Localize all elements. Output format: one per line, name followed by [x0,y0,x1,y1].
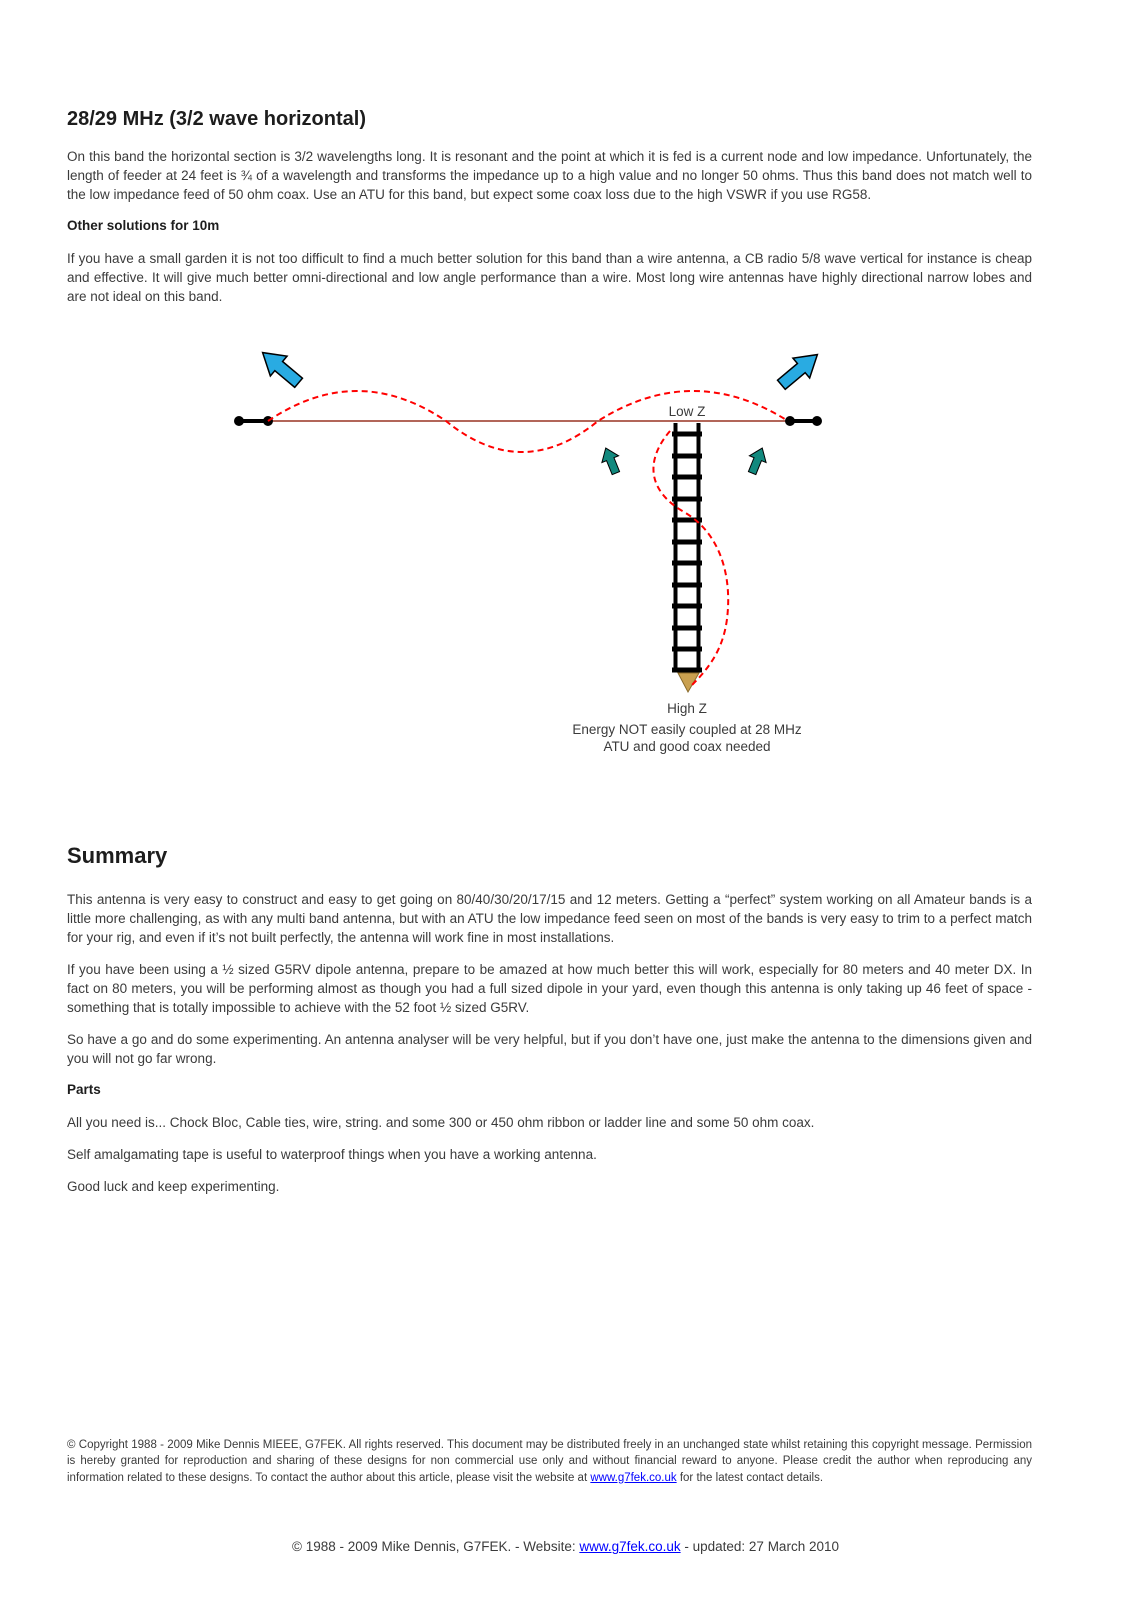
para-summary-2: If you have been using a ½ sized G5RV dipole antenna, prepare to be amazed at how much better this will work, especially for 80 meters and 40 meter DX. In fact on 80 meters, you will be performing almost as though you had a full sized dipole in your yard, even though this antenna is only taking up 46 feet of space - something that is totally impossible to achieve with the 52 foot ½ sized G5RV. [67,962,1032,1015]
ladder-line-feeder [672,423,702,672]
diagram-caption-line1: Energy NOT easily coupled at 28 MHz [572,722,802,737]
section-heading-28mhz: 28/29 MHz (3/2 wave horizontal) [67,108,366,130]
antenna-feed-diagram [0,339,1131,769]
para-parts-2: Self amalgamating tape is useful to waterproof things when you have a working antenna. [67,1147,597,1162]
copyright-block [67,1437,1032,1486]
diagram-caption-line2: ATU and good coax needed [603,739,771,754]
para-parts-3: Good luck and keep experimenting. [67,1179,280,1194]
high-z-label: High Z [667,701,707,716]
page-footer [0,1539,1131,1554]
copyright-text-after: for the latest contact details. [676,1471,824,1484]
insulator-right [786,417,822,426]
section-28mhz [0,0,1131,306]
low-z-label: Low Z [668,404,706,419]
footer-website-link[interactable]: www.g7fek.co.uk [579,1539,681,1554]
footer-text-before: © 1988 - 2009 Mike Dennis, G7FEK. - Website: [292,1539,580,1554]
para-parts-1: All you need is... Chock Bloc, Cable ties, wire, string. and some 300 or 450 ohm ribbon or ladder line and some 50 ohm coax. [67,1115,815,1130]
subheading-other-solutions-10m: Other solutions for 10m [67,218,220,233]
radiation-arrow-right-icon [773,345,826,395]
insulator-left [235,417,273,426]
para-summary-1: This antenna is very easy to construct and easy to get going on 80/40/30/20/17/15 and 12 meters. Getting a “perfect” system working on all Amateur bands is a little more challenging, as with any multi band antenna, but with an ATU the low impedance feed seen on most of the bands is very easy to trim to a perfect match for your rig, and even if it’s not built perfectly, the antenna will work fine in most installations. [67,892,1032,945]
para-summary-3: So have a go and do some experimenting. An antenna analyser will be very helpful, but if you don’t have one, just make the antenna to the dimensions given and you will not go far wrong. [67,1032,1032,1066]
coupling-arrow-right-icon [744,445,771,477]
subheading-parts: Parts [67,1082,101,1097]
copyright-text-before: © Copyright 1988 - 2009 Mike Dennis MIEEE, G7FEK. All rights reserved. This document may be distributed freely in an unchanged state whilst retaining this copyright message. Permission is hereby granted for reproduction and sharing of these designs for non commercial use only and without financial reward to anyone. Please credit the author when reproducing any information related to these designs. To contact the author about this article, please visit the website at [67,1439,1032,1484]
copyright-notice [67,1437,1032,1486]
section-summary [67,843,1032,1209]
copyright-website-link[interactable]: www.g7fek.co.uk [590,1471,677,1484]
radiation-arrow-left-icon [254,343,307,393]
coupling-arrow-left-icon [597,445,624,477]
para-28mhz-intro: On this band the horizontal section is 3/2 wavelengths long. It is resonant and the point at which it is fed is a current node and low impedance. Unfortunately, the length of feeder at 24 feet is ¾ of a wavelength and transforms the impedance up to a high value and no longer 50 ohms. Thus this band does not match well to the low impedance feed of 50 ohm coax. Use an ATU for this band, but expect some coax loss due to the high VSWR if you use RG58. [67,149,1032,202]
para-other-solutions-10m: If you have a small garden it is not too difficult to find a much better solution for this band than a wire antenna, a CB radio 5/8 wave vertical for instance is cheap and effective. It will give much better omni-directional and low angle performance than a wire. Most long wire antennas have highly directional narrow lobes and are not ideal on this band. [67,251,1032,304]
summary-heading: Summary [67,843,168,868]
footer-text-after: - updated: 27 March 2010 [680,1539,839,1554]
